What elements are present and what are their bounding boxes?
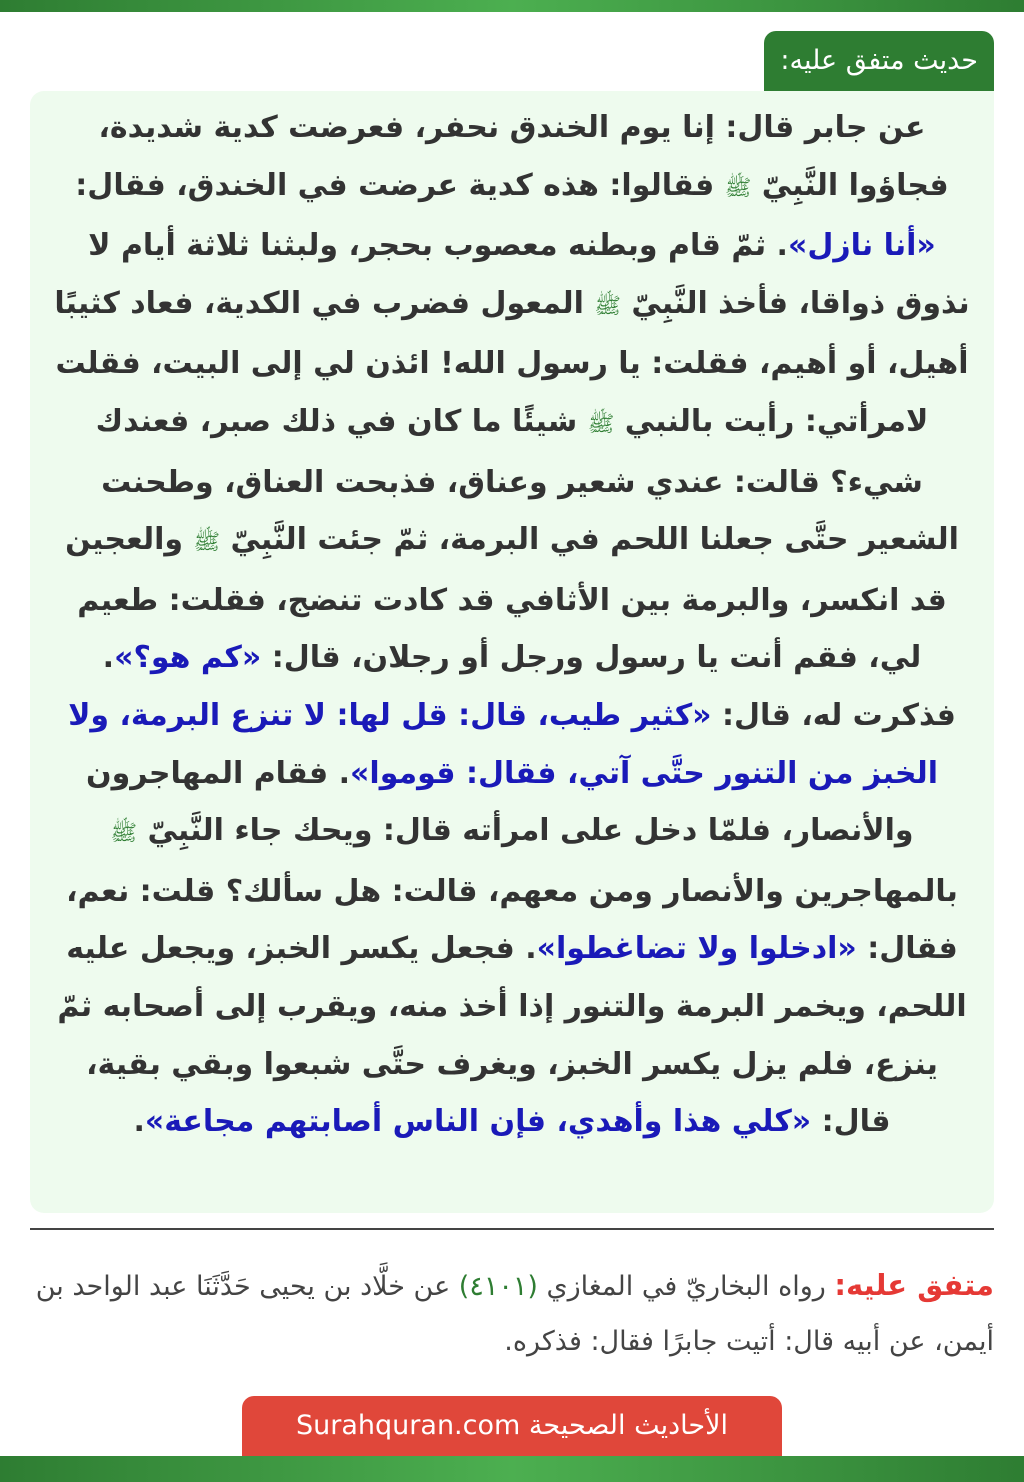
bottom-accent-bar [0,1456,1024,1482]
salawat-symbol: ﷺ [587,411,615,437]
hadith-number: (٤١٠١) [458,1271,538,1302]
hadith-text-segment: . فجعل يكسر الخبز، ويجعل عليه اللحم، ويخمر البرمة والتنور إذا أخذ منه، ويقرب إلى أصحابه ثمّ ينزع، فلم يزل يكسر الخبز، ويغرف حتَّى شبعوا وبقي بقية، قال: [57,931,967,1140]
hadith-text-segment: . فقام المهاجرون والأنصار، فلمّا دخل على امرأته قال: ويحك جاء النَّبِيّ [85,755,914,849]
hadith-text-segment: المعول فضرب في الكدية، فعاد كثيبًا أهيل، أو أهيم، فقلت: يا رسول الله! ائذن لي إلى البيت، فقلت لامرأتي: رأيت بالنبي [54,285,969,439]
source-text-before: رواه البخاريّ في المغازي [537,1271,835,1302]
salawat-symbol: ﷺ [193,530,221,556]
prophet-quote: «كلي هذا وأهدي، فإن الناس أصابتهم مجاعة» [144,1104,812,1140]
salawat-symbol: ﷺ [110,821,138,847]
prophet-quote: «ادخلوا ولا تضاغطوا» [536,931,857,967]
prophet-quote: «أنا نازل» [787,228,936,264]
source-text-after: عن خلَّاد بن يحيى حَدَّثَنَا عبد الواحد بن أيمن، عن أبيه قال: أتيت جابرًا فقال: فذكره. [35,1271,994,1357]
site-link-badge[interactable]: الأحاديث الصحيحة Surahquran.com [242,1396,782,1456]
hadith-text-segment: بالمهاجرين والأنصار ومن معهم، قالت: هل سألك؟ قلت: نعم، فقال: [66,873,958,967]
top-accent-bar [0,0,1024,12]
grade-label: متفق عليه: [834,1268,994,1302]
hadith-text-segment: شيئًا ما كان في ذلك صبر، فعندك شيء؟ قالت: عندي شعير وعناق، فذبحت العناق، وطحنت الشعير حتَّى جعلنا اللحم في البرمة، ثمّ جئت النَّبِيّ [95,403,959,558]
hadith-text-segment: . [133,1104,145,1140]
salawat-symbol: ﷺ [594,293,621,319]
hadith-text-segment: والعجين قد انكسر، والبرمة بين الأثافي قد كادت تنضج، فقلت: طعيم لي، فقم أنت يا رسول ورجل أو رجلان، قال: [65,522,947,676]
hadith-box [30,91,994,1213]
hadith-text-segment: فقالوا: هذه كدية عرضت في الخندق، فقال: [75,167,725,203]
hadith-text-segment: . ثمّ قام وبطنه معصوب بحجر، ولبثنا ثلاثة أيام لا نذوق ذواقا، فأخذ النَّبِيّ [88,228,970,321]
hadith-text [48,99,976,1151]
hadith-type-badge: حديث متفق عليه: [764,31,994,91]
hadith-text-segment: . فذكرت له، قال: [102,640,956,733]
hadith-text-segment: عن جابر قال: إنا يوم الخندق نحفر، فعرضت كدية شديدة، فجاؤوا النَّبِيّ [98,110,949,203]
source-block [30,1258,994,1369]
salawat-symbol: ﷺ [724,175,752,201]
prophet-quote: «كثير طيب، قال: قل لها: لا تنزع البرمة، ولا الخبز من التنور حتَّى آتي، فقال: قوموا» [68,697,939,791]
divider [30,1228,994,1230]
prophet-quote: «كم هو؟» [114,640,262,676]
